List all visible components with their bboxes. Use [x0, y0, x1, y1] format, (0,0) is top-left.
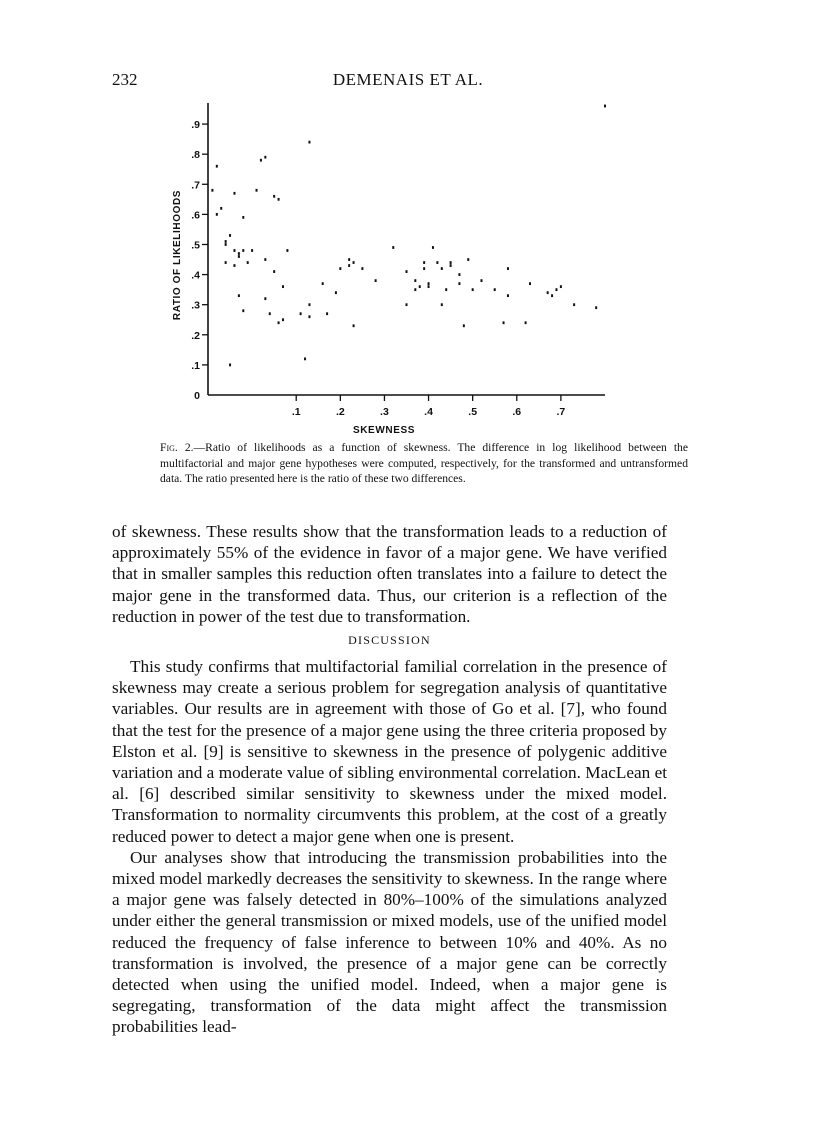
data-point — [211, 189, 213, 192]
section-heading: DISCUSSION — [348, 633, 431, 647]
data-point — [238, 294, 240, 297]
data-point — [503, 321, 505, 324]
data-point — [432, 246, 434, 249]
data-point — [458, 282, 460, 285]
y-tick-label: 0 — [194, 390, 200, 402]
data-point — [361, 267, 363, 270]
data-point — [238, 252, 240, 255]
data-point — [507, 267, 509, 270]
data-point — [551, 294, 553, 297]
data-point — [472, 288, 474, 291]
data-point — [242, 309, 244, 312]
data-point — [450, 261, 452, 264]
data-point — [348, 264, 350, 267]
figure-caption — [160, 440, 688, 487]
y-tick-label: .1 — [191, 359, 200, 372]
data-point — [480, 279, 482, 282]
data-point — [242, 249, 244, 252]
data-point — [494, 288, 496, 291]
data-point — [304, 357, 306, 360]
y-ticks — [191, 119, 208, 402]
data-point — [441, 267, 443, 270]
data-point — [308, 141, 310, 144]
data-point — [233, 249, 235, 252]
data-point — [238, 255, 240, 258]
data-point — [445, 288, 447, 291]
data-point — [467, 258, 469, 261]
data-point — [525, 321, 527, 324]
data-point — [463, 324, 465, 327]
data-point — [450, 264, 452, 267]
data-point — [604, 105, 606, 108]
discussion-block — [112, 656, 667, 1038]
data-point — [423, 267, 425, 270]
data-point — [428, 285, 430, 288]
data-point — [406, 303, 408, 306]
x-tick-label: .7 — [556, 406, 566, 418]
data-point — [419, 285, 421, 288]
data-point — [278, 321, 280, 324]
discussion-paragraph-1: This study confirms that multifactorial familial correlation in the presence of skewness may create a serious problem for segregation analysis of quantitative variables. Our results are in agreement with those of Go et al. [7], who found that the test for the presence of a major gene using the three criteria proposed by Elston et al. [9] is sensitive to skewness in the presence of polygenic additive variation and a moderate value of sibling environmental correlation. MacLean et al. [6] described similar sensitivity to skewness under the mixed model. Transformation to normality circumvents this problem, at the cost of a greatly reduced power to detect a major gene when one is present. — [112, 657, 667, 846]
data-point — [282, 285, 284, 288]
data-point — [216, 213, 218, 216]
y-tick-label: .4 — [191, 269, 200, 282]
y-tick-label: .8 — [191, 149, 200, 162]
running-head: DEMENAIS ET AL. — [332, 70, 484, 89]
y-axis-label: RATIO OF LIKELIHOODS — [172, 189, 183, 321]
x-tick-label: .3 — [380, 406, 389, 418]
data-point — [264, 258, 266, 261]
data-point — [225, 261, 227, 264]
data-point — [260, 159, 262, 162]
x-ticks — [292, 395, 566, 418]
y-tick-label: .3 — [191, 299, 200, 312]
data-point — [242, 216, 244, 219]
plot-axes — [208, 103, 605, 395]
body-continuation: of skewness. These results show that the transformation leads to a reduction of approximately 55% of the evidence in favor of a major gene. We have verified that in smaller samples this reduction often translates into a failure to detect the major gene in the transformed data. Thus, our criterion is a reflection of the reduction in power of the test due to transformation. — [112, 522, 667, 626]
y-tick-label: .6 — [191, 209, 200, 222]
data-point — [595, 306, 597, 309]
data-point — [507, 294, 509, 297]
data-point — [326, 312, 328, 315]
data-point — [300, 312, 302, 315]
data-point — [220, 207, 222, 210]
data-point — [269, 312, 271, 315]
x-tick-label: .5 — [468, 406, 478, 418]
y-tick-label: .2 — [191, 329, 200, 342]
discussion-paragraph-2: Our analyses show that introducing the transmission probabilities into the mixed model markedly decreases the sensitivity to skewness. In the range where a major gene was falsely detected in 80%–100% of the simulations analyzed under either the general transmission or mixed models, use of the unified model reduced the frequency of false inference to between 10% and 40%. As no transformation is involved, the presence of a major gene can be correctly detected when using the unified model. Indeed, when a major gene is segregating, transformation of the data might affect the transmission probabilities lead- — [112, 847, 667, 1037]
data-point — [247, 261, 249, 264]
x-tick-label: .4 — [424, 406, 433, 418]
data-point — [282, 318, 284, 321]
y-tick-label: .5 — [191, 239, 200, 252]
data-point — [414, 288, 416, 291]
data-point — [308, 315, 310, 318]
page-number: 232 — [112, 70, 138, 89]
x-axis-label: SKEWNESS — [352, 425, 416, 436]
data-point — [441, 303, 443, 306]
data-point — [406, 270, 408, 273]
scatter-plot — [160, 95, 620, 440]
x-tick-label: .1 — [291, 406, 301, 418]
data-point — [436, 261, 438, 264]
data-point — [392, 246, 394, 249]
data-point — [229, 234, 231, 237]
data-point — [573, 303, 575, 306]
data-point — [339, 267, 341, 270]
data-point — [308, 303, 310, 306]
data-point — [375, 279, 377, 282]
data-point — [233, 192, 235, 195]
data-point — [229, 363, 231, 366]
data-point — [428, 282, 430, 285]
data-point — [264, 156, 266, 159]
data-point — [322, 282, 324, 285]
data-point — [286, 249, 288, 252]
data-point — [555, 288, 557, 291]
data-point — [423, 261, 425, 264]
data-point — [353, 324, 355, 327]
data-point — [348, 258, 350, 261]
data-point — [560, 285, 562, 288]
data-point — [233, 264, 235, 267]
data-point — [458, 273, 460, 276]
x-tick-label: .2 — [335, 406, 345, 418]
data-point — [216, 165, 218, 168]
data-points — [211, 105, 606, 367]
body-continuation-block — [112, 521, 667, 627]
data-point — [529, 282, 531, 285]
data-point — [353, 261, 355, 264]
data-point — [278, 198, 280, 201]
figure-caption-text: —Ratio of likelihoods as a function of skewness. The difference in log likelihood between the multifactorial and major gene hypotheses were computed, respectively, for the transformed and untransformed data. The ratio presented here is the ratio of these two differences. — [160, 441, 688, 485]
data-point — [547, 291, 549, 294]
data-point — [225, 240, 227, 243]
data-point — [414, 279, 416, 282]
data-point — [335, 291, 337, 294]
data-point — [264, 297, 266, 300]
data-point — [273, 195, 275, 198]
figure-caption-label: Fig. 2. — [160, 441, 194, 454]
data-point — [225, 243, 227, 246]
y-tick-label: .9 — [191, 119, 200, 132]
x-tick-label: .6 — [512, 406, 522, 418]
data-point — [251, 249, 253, 252]
data-point — [273, 270, 275, 273]
y-tick-label: .7 — [191, 179, 200, 192]
data-point — [256, 189, 258, 192]
